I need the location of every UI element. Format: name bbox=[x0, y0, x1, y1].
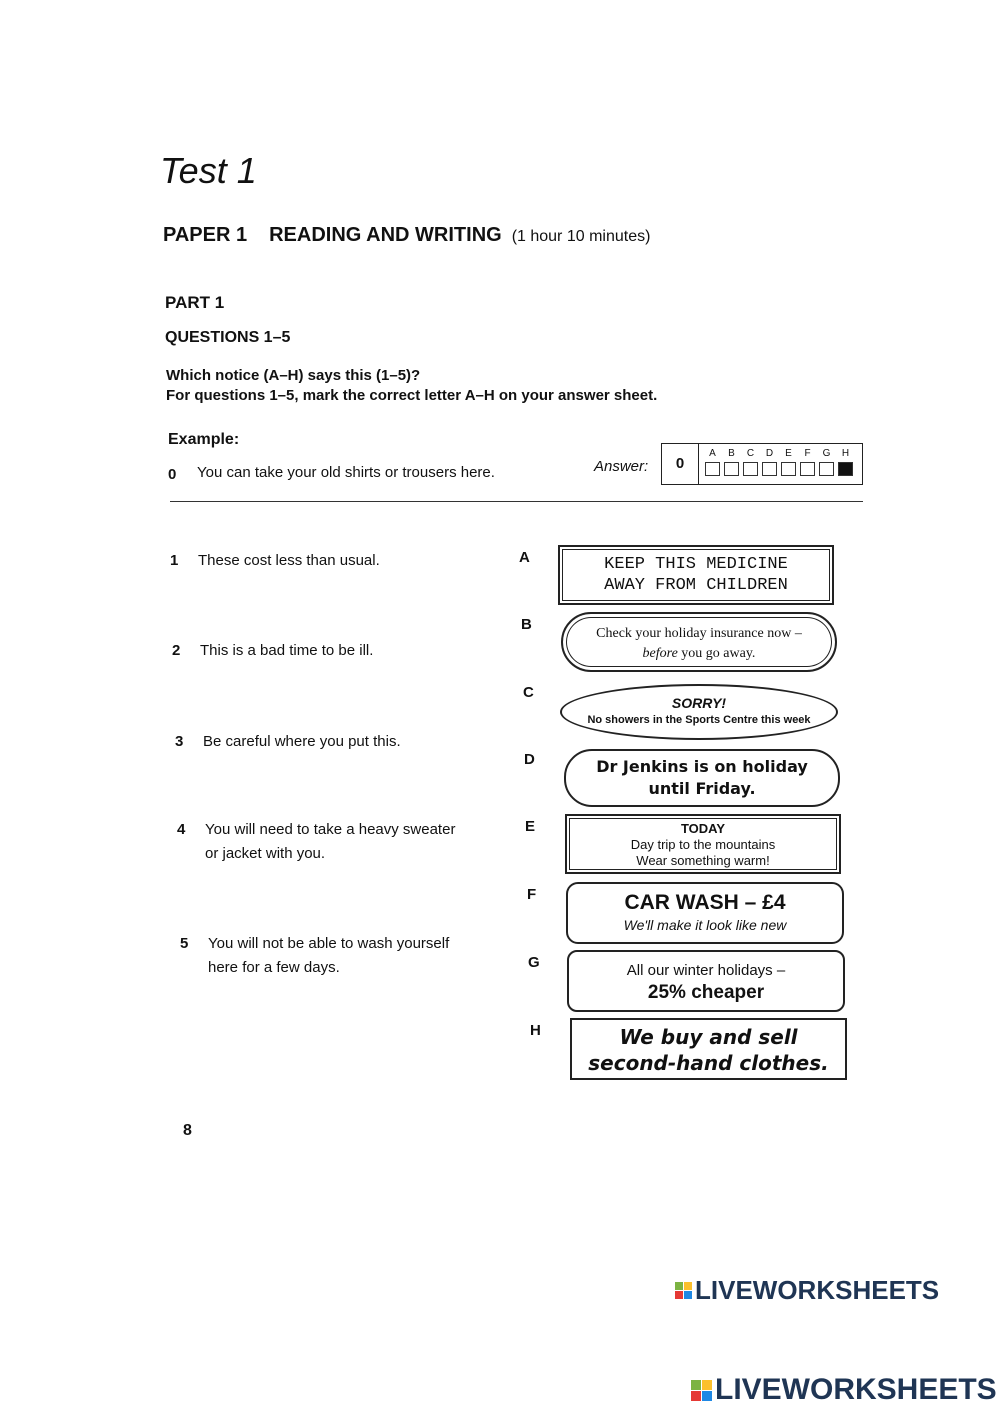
question-3 bbox=[175, 730, 401, 754]
answer-cell-g bbox=[818, 448, 835, 476]
page-number: 8 bbox=[183, 1122, 192, 1139]
question-1 bbox=[170, 549, 380, 573]
notice-d bbox=[564, 749, 840, 807]
question-text: Be careful where you put this. bbox=[203, 733, 401, 750]
example-label: Example: bbox=[168, 431, 240, 448]
question-text: You will need to take a heavy sweater bbox=[205, 821, 456, 838]
notice-h-line-2: second-hand clothes. bbox=[588, 1051, 829, 1075]
answer-cell-box bbox=[705, 462, 720, 476]
liveworksheets-wordmark: LIVEWORKSHEETS bbox=[715, 1373, 997, 1406]
page-title: Test 1 bbox=[160, 150, 257, 191]
notice-f bbox=[566, 882, 844, 944]
question-number: 1 bbox=[170, 552, 179, 569]
answer-cells bbox=[704, 448, 854, 476]
notice-letter-b: B bbox=[521, 616, 532, 633]
liveworksheets-wordmark: LIVEWORKSHEETS bbox=[695, 1275, 940, 1305]
notice-f-line-2: We'll make it look like new bbox=[623, 917, 787, 933]
notice-letter-e: E bbox=[525, 818, 536, 835]
notice-d-line-1: Dr Jenkins is on holiday bbox=[596, 757, 808, 776]
notice-b bbox=[561, 612, 837, 672]
notice-g bbox=[567, 950, 845, 1012]
question-4 bbox=[177, 818, 455, 866]
answer-cell-a bbox=[704, 448, 721, 476]
notice-b-line-2 bbox=[563, 644, 835, 664]
notice-e-line-2: Day trip to the mountains bbox=[630, 837, 776, 852]
liveworksheets-logo bbox=[675, 1275, 939, 1306]
notice-c bbox=[560, 684, 838, 740]
example-number: 0 bbox=[168, 466, 177, 483]
question-2 bbox=[172, 639, 373, 663]
question-text: You will not be able to wash yourself bbox=[208, 935, 450, 952]
answer-cell-box bbox=[724, 462, 739, 476]
answer-cell-letter: C bbox=[746, 448, 755, 459]
instruction-line-2: For questions 1–5, mark the correct letter A–H on your answer sheet. bbox=[166, 387, 658, 404]
example-text: You can take your old shirts or trousers here. bbox=[197, 464, 495, 481]
answer-cell-h bbox=[837, 448, 854, 476]
notice-c-line-2: No showers in the Sports Centre this week bbox=[587, 714, 811, 726]
answer-cell-letter: B bbox=[728, 448, 735, 459]
question-number: 2 bbox=[172, 642, 181, 659]
answer-cell-d bbox=[761, 448, 778, 476]
notice-letter-d: D bbox=[524, 751, 535, 768]
question-number: 5 bbox=[180, 935, 189, 952]
answer-cell-box bbox=[781, 462, 796, 476]
question-text: This is a bad time to be ill. bbox=[200, 642, 374, 659]
notice-d-line-2: until Friday. bbox=[648, 779, 756, 798]
notice-b-line-1: Check your holiday insurance now – bbox=[596, 626, 802, 641]
answer-cell-letter: A bbox=[709, 448, 716, 459]
answer-cell-e bbox=[780, 448, 797, 476]
answer-cell-letter: F bbox=[804, 448, 811, 459]
answer-cell-c bbox=[742, 448, 759, 476]
question-number: 4 bbox=[177, 821, 186, 838]
answer-cell-box bbox=[762, 462, 777, 476]
answer-cell-b bbox=[723, 448, 740, 476]
answer-number: 0 bbox=[662, 444, 699, 484]
notice-e bbox=[565, 814, 841, 874]
notice-h bbox=[570, 1018, 847, 1080]
paper-duration: (1 hour 10 minutes) bbox=[511, 228, 651, 245]
notice-f-line-1: CAR WASH – £4 bbox=[624, 891, 786, 914]
paper-heading bbox=[163, 224, 650, 247]
question-text: These cost less than usual. bbox=[198, 552, 380, 569]
notice-letter-c: C bbox=[523, 684, 534, 701]
answer-label: Answer: bbox=[594, 458, 649, 475]
notice-e-line-1: TODAY bbox=[680, 821, 726, 836]
liveworksheets-logo-icon bbox=[675, 1282, 692, 1299]
answer-cell-letter: E bbox=[785, 448, 792, 459]
notice-letter-f: F bbox=[527, 886, 537, 903]
questions-range: QUESTIONS 1–5 bbox=[165, 329, 291, 346]
notice-e-line-3: Wear something warm! bbox=[636, 853, 770, 868]
answer-cell-letter: H bbox=[841, 448, 850, 459]
notice-g-line-1: All our winter holidays – bbox=[626, 962, 786, 979]
question-5 bbox=[180, 932, 449, 980]
example-answer-grid bbox=[661, 443, 863, 485]
notice-a-line-1: KEEP THIS MEDICINE bbox=[604, 555, 788, 574]
instruction-line-1: Which notice (A–H) says this (1–5)? bbox=[166, 367, 421, 384]
notice-b-emphasis: before bbox=[642, 646, 678, 661]
notice-c-line-1: SORRY! bbox=[671, 695, 727, 711]
notice-b-line-2-rest: you go away. bbox=[677, 646, 756, 661]
answer-cell-box bbox=[800, 462, 815, 476]
notice-a bbox=[558, 545, 834, 605]
answer-cell-f bbox=[799, 448, 816, 476]
answer-cell-letter: G bbox=[822, 448, 831, 459]
notice-letter-a: A bbox=[519, 549, 530, 566]
question-text-line-2: or jacket with you. bbox=[205, 845, 326, 862]
answer-cell-letter: D bbox=[765, 448, 774, 459]
paper-number: PAPER 1 bbox=[163, 224, 248, 246]
liveworksheets-logo-icon bbox=[691, 1380, 712, 1401]
part-heading: PART 1 bbox=[165, 293, 225, 312]
question-number: 3 bbox=[175, 733, 184, 750]
answer-cell-box bbox=[838, 462, 853, 476]
paper-name: READING AND WRITING bbox=[269, 224, 502, 246]
question-text-line-2: here for a few days. bbox=[208, 959, 340, 976]
answer-cell-box bbox=[819, 462, 834, 476]
notice-a-line-2: AWAY FROM CHILDREN bbox=[604, 576, 788, 595]
answer-cell-box bbox=[743, 462, 758, 476]
notice-g-line-2: 25% cheaper bbox=[647, 982, 765, 1003]
notice-letter-h: H bbox=[530, 1022, 541, 1039]
notice-h-line-1: We buy and sell bbox=[619, 1025, 798, 1049]
section-divider bbox=[170, 501, 863, 502]
notice-letter-g: G bbox=[528, 954, 540, 971]
liveworksheets-logo-footer bbox=[691, 1373, 997, 1407]
